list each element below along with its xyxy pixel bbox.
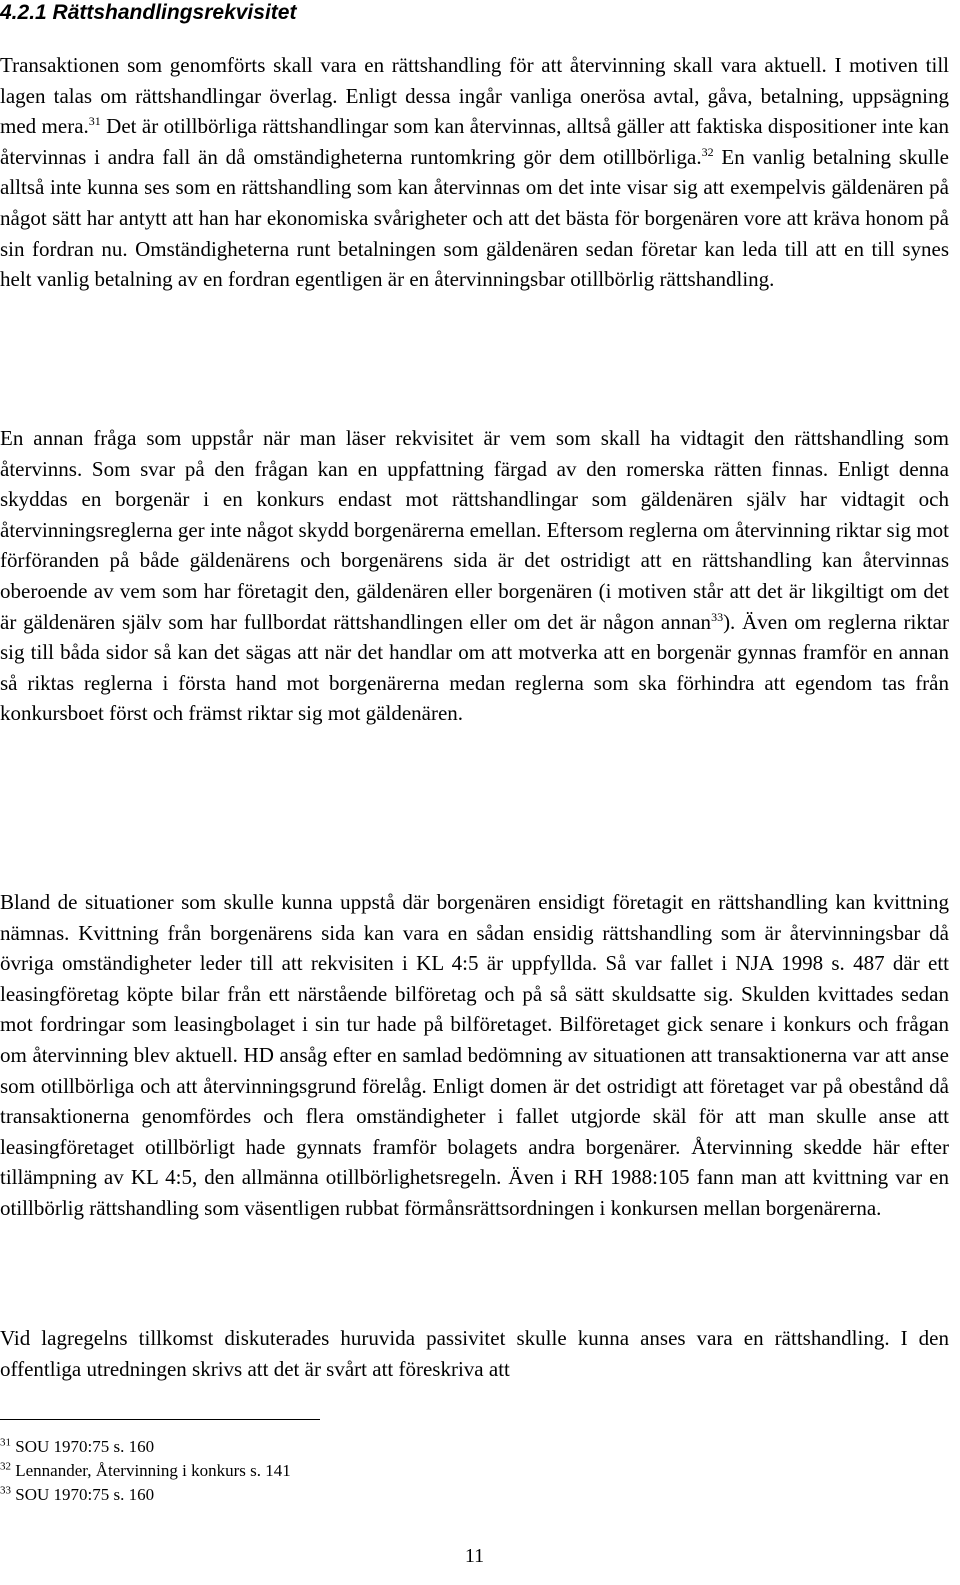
paragraph-1-text-b: Det är otillbörliga rättshandlingar som kan återvinnas, alltså gäller att faktiska dispositioner inte kan återvinnas i andra fall än då omständigheterna runtomkring gör dem otillbörliga. [0,114,950,169]
footnote-text: SOU 1970:75 s. 160 [15,1437,155,1456]
paragraph-1 [0,50,949,295]
footnotes [0,1435,291,1507]
footnote-text: SOU 1970:75 s. 160 [15,1485,155,1504]
footnote-number: 33 [0,1484,11,1497]
footnote-ref-32[interactable]: 32 [701,144,714,159]
paragraph-1-text-a: Transaktionen som genomförts skall vara en rättshandling för att återvinning skall vara aktuell. I motiven till lagen talas om rättshandlingar överlag. Enligt dessa ingår vanliga onerösa avtal, gåva, betalning, uppsägning med mera. [0,53,949,139]
footnote-ref-33[interactable]: 33 [711,609,724,624]
footnote-31 [0,1435,291,1459]
paragraph-3-text: Bland de situationer som skulle kunna uppstå där borgenären ensidigt företagit en rättshandling kan kvittning nämnas. Kvittning från borgenärens sida kan vara en sådan ensidig rättshandling som är återvinningsbar då övriga omständigheter leder till att rekvisiten i KL 4:5 är uppfyllda. Så var fallet i NJA 1998 s. 487 där ett leasingföretag köpte bilar från ett närstående bilföretag och på så sätt skuldsatte sig. Skulden kvittades sedan mot fordringar som leasingbolaget i sin tur hade på bilföretaget. Bilföretaget gick senare i konkurs och frågan om återvinning blev aktuell. HD ansåg efter en samlad bedömning av situationen att transaktionerna var att anse som otillbörliga och att återvinningsgrund förelåg. Enligt domen är det ostridigt att företaget var på obestånd då transaktionerna genomfördes och flera omständigheter i fallet utgjorde skäl för att man skulle anse att leasingföretaget otillbörligt hade gynnats framför bolagets andra borgenärer. Återvinning skedde här efter tillämpning av KL 4:5, den allmänna otillbörlighetsregeln. Även i RH 1988:105 fann man att kvittning var en otillbörlig rättshandling som väsentligen rubbat förmånsrättsordningen i konkursen mellan borgenärerna. [0,890,949,1220]
paragraph-2-text-a: En annan fråga som uppstår när man läser rekvisitet är vem som skall ha vidtagit den rättshandling som återvinns. Som svar på den frågan kan en uppfattning färgad av den romerska rätten finnas. Enligt denna skyddas en borgenär i en konkurs endast mot rättshandlingar som gäldenären själv har vidtagit och återvinningsreglerna ger inte något skydd borgenärerna emellan. Eftersom reglerna om återvinning riktar sig mot förföranden på både gäldenärens och borgenärens sida är det ostridigt att en rättshandling kan återvinnas oberoende av vem som har företagit den, gäldenären eller borgenären (i motiven står att det är likgiltigt om det är gäldenären själv som har fullbordat rättshandlingen eller om det är någon annan [0,426,949,634]
footnote-number: 32 [0,1460,11,1473]
footnote-ref-31[interactable]: 31 [88,114,101,129]
footnote-separator [0,1419,320,1420]
paragraph-4-text: Vid lagregelns tillkomst diskuterades huruvida passivitet skulle kunna anses vara en rättshandling. I den offentliga utredningen skrivs att det är svårt att föreskriva att [0,1326,949,1381]
paragraph-2-text-b: ). Även om reglerna riktar sig till båda sidor så kan det sägas att när det handlar om att motverka att en borgenär gynnas framför en annan så riktas reglerna i första hand mot borgenärerna medan reglerna som ska förhindra att egendom tas från konkursboet först och främst riktar sig mot gäldenären. [0,609,949,726]
footnote-text: Lennander, Återvinning i konkurs s. 141 [15,1461,291,1480]
page-number: 11 [464,1545,485,1567]
footnote-32 [0,1459,291,1483]
footnote-number: 31 [0,1436,11,1449]
paragraph-2 [0,423,949,729]
paragraph-1-text-c: En vanlig betalning skulle alltså inte kunna ses som en rättshandling som kan återvinnas om det inte visar sig att exempelvis gäldenären på något sätt har antytt att han har ekonomiska svårigheter och att det bästa för borgenären vore att kräva honom på sin fordran nu. Omständigheterna runt betalningen som gäldenären sedan företar kan leda till att en till synes helt vanlig betalning av en fordran egentligen är en återvinningsbar otillbörlig rättshandling. [0,144,949,292]
section-heading: 4.2.1 Rättshandlingsrekvisitet [0,1,297,24]
paragraph-3 [0,887,949,1224]
paragraph-4 [0,1323,949,1384]
footnote-33 [0,1483,291,1507]
